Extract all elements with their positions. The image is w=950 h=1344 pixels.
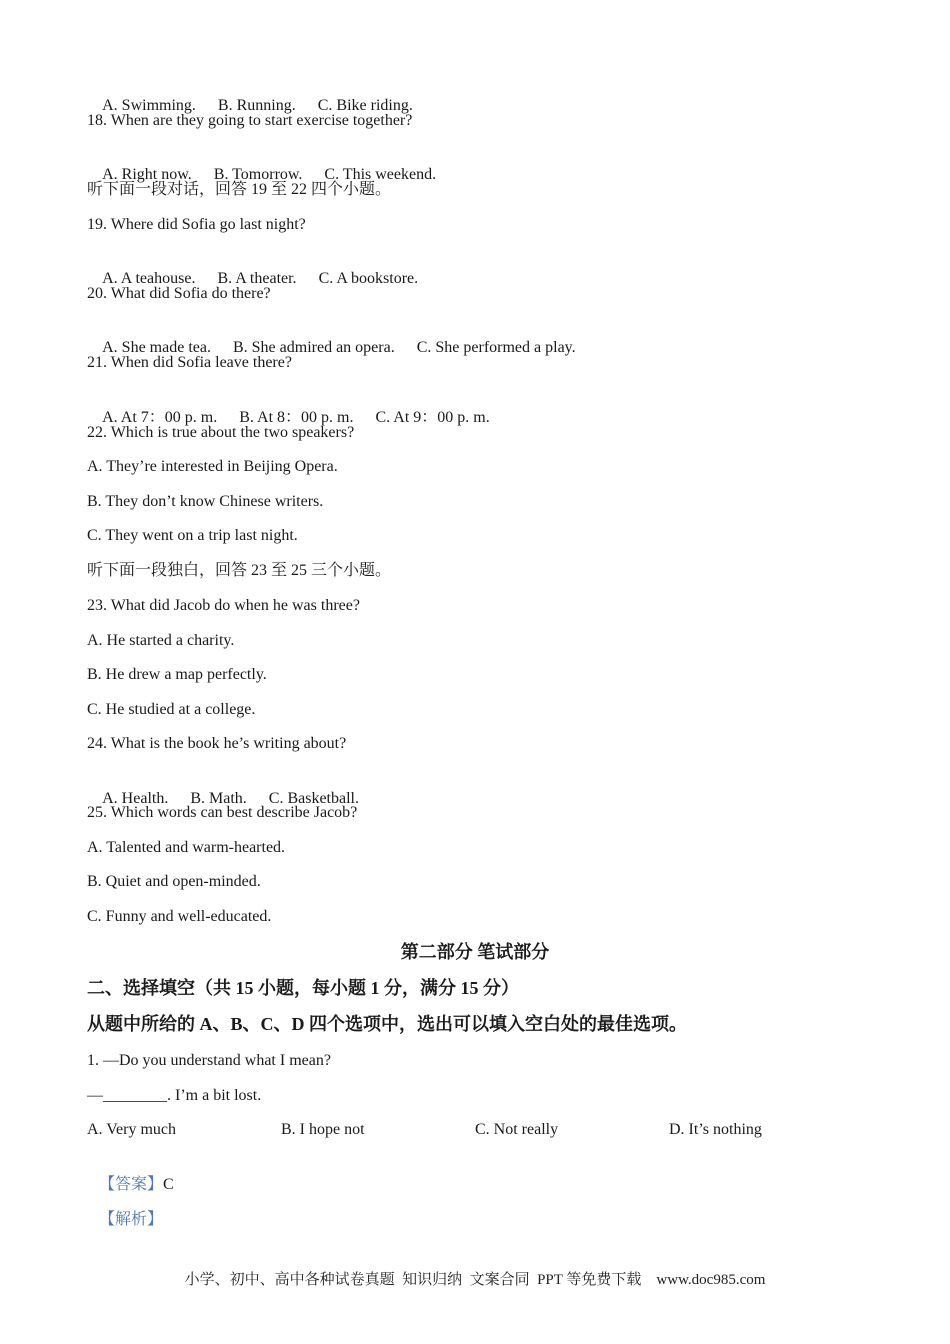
q25-option-c: C. Funny and well-educated.	[87, 908, 272, 925]
section2-heading: 二、选择填空（共 15 小题，每小题 1 分，满分 15 分）	[87, 978, 519, 998]
q25-question: 25. Which words can best describe Jacob?	[87, 804, 358, 821]
w1-option-a: A. Very much	[87, 1121, 177, 1138]
q23-option-b: B. He drew a map perfectly.	[87, 666, 267, 683]
q18-option-c: C. This weekend.	[324, 166, 437, 183]
q21-question: 21. When did Sofia leave there?	[87, 354, 292, 371]
answer-tag: 【答案】	[99, 1176, 164, 1193]
q21-option-b: B. At 8：00 p. m.	[239, 409, 354, 426]
w1-question: 1. —Do you understand what I mean?	[87, 1052, 331, 1069]
q20-option-a: A. She made tea.	[102, 339, 211, 356]
section2-instruction: 从题中所给的 A、B、C、D 四个选项中，选出可以填入空白处的最佳选项。	[87, 1014, 687, 1034]
w1-option-b: B. I hope not	[281, 1121, 365, 1138]
q18-option-b: B. Tomorrow.	[213, 166, 303, 183]
q18-question: 18. When are they going to start exercise together?	[87, 112, 413, 129]
q23-question: 23. What did Jacob do when he was three?	[87, 597, 360, 614]
part2-title: 第二部分 笔试部分	[400, 942, 550, 962]
q25-option-a: A. Talented and warm-hearted.	[87, 839, 286, 856]
q25-option-b: B. Quiet and open-minded.	[87, 873, 261, 890]
q17-option-b: B. Running.	[217, 97, 296, 114]
w1-option-d: D. It’s nothing	[669, 1121, 762, 1138]
q24-option-c: C. Basketball.	[268, 790, 359, 807]
w1-response: —________. I’m a bit lost.	[87, 1087, 262, 1104]
q18-option-a: A. Right now.	[102, 166, 192, 183]
q22-option-a: A. They’re interested in Beijing Opera.	[87, 458, 338, 475]
q21-option-c: C. At 9：00 p. m.	[375, 409, 490, 426]
q24-question: 24. What is the book he’s writing about?	[87, 735, 347, 752]
q23-option-a: A. He started a charity.	[87, 632, 235, 649]
q19-question: 19. Where did Sofia go last night?	[87, 216, 306, 233]
q19-option-a: A. A teahouse.	[102, 270, 196, 287]
analysis-line	[83, 1190, 163, 1250]
w1-option-c: C. Not really	[475, 1121, 559, 1138]
q24-option-b: B. Math.	[190, 790, 247, 807]
q19-option-b: B. A theater.	[217, 270, 297, 287]
q17-option-a: A. Swimming.	[102, 97, 196, 114]
q23-option-c: C. He studied at a college.	[87, 701, 256, 718]
q24-option-a: A. Health.	[102, 790, 169, 807]
q20-option-c: C. She performed a play.	[416, 339, 576, 356]
instruction-23-25: 听下面一段独白，回答 23 至 25 三个小题。	[87, 562, 392, 579]
answer-value: C	[163, 1176, 174, 1193]
instruction-19-22: 听下面一段对话，回答 19 至 22 四个小题。	[87, 181, 392, 198]
page-footer: 小学、初中、高中各种试卷真题 知识归纳 文案合同 PPT 等免费下载 www.doc985.com	[184, 1272, 766, 1288]
q21-option-a: A. At 7：00 p. m.	[102, 409, 218, 426]
q22-question: 22. Which is true about the two speakers?	[87, 424, 355, 441]
q19-option-c: C. A bookstore.	[318, 270, 419, 287]
q22-option-c: C. They went on a trip last night.	[87, 527, 298, 544]
q20-option-b: B. She admired an opera.	[232, 339, 395, 356]
q22-option-b: B. They don’t know Chinese writers.	[87, 493, 324, 510]
analysis-tag: 【解析】	[99, 1211, 164, 1228]
q20-question: 20. What did Sofia do there?	[87, 285, 271, 302]
q17-option-c: C. Bike riding.	[317, 97, 413, 114]
